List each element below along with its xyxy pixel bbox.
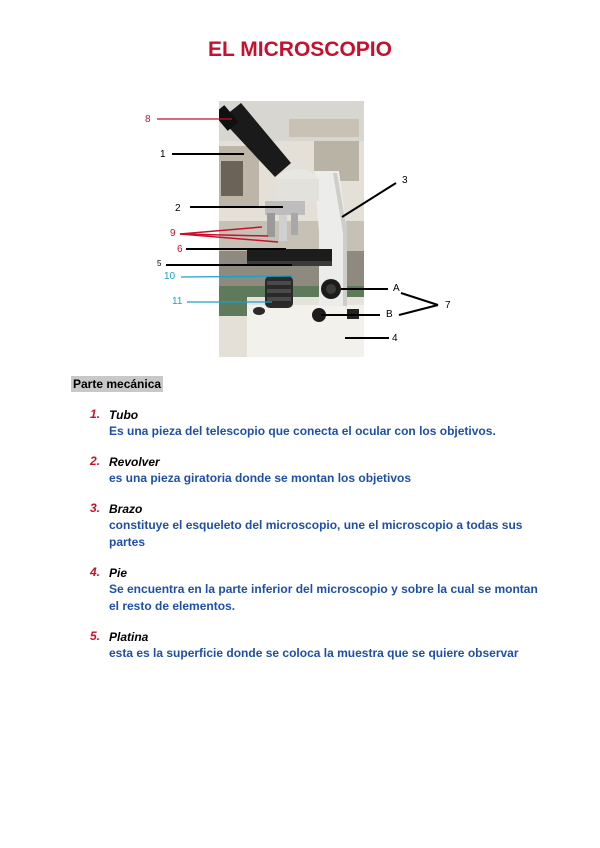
label-B: B bbox=[386, 309, 393, 320]
item-description: Se encuentra en la parte inferior del microscopio y sobre la cual se montan el resto de elementos. bbox=[109, 582, 538, 613]
item-number: 5. bbox=[90, 629, 101, 643]
label-5: 5 bbox=[157, 259, 162, 268]
item-term: Revolver bbox=[109, 455, 160, 469]
item-description: es una pieza giratoria donde se montan los objetivos bbox=[109, 471, 412, 485]
label-6: 6 bbox=[177, 244, 183, 255]
item-description: Es una pieza del telescopio que conecta el ocular con los objetivos. bbox=[109, 424, 496, 438]
callout-line-9a bbox=[180, 227, 262, 234]
item-term: Pie bbox=[109, 566, 128, 580]
list-item-platina bbox=[90, 629, 550, 662]
list-item-tubo bbox=[90, 407, 550, 440]
list-item-brazo bbox=[90, 501, 550, 551]
item-number: 2. bbox=[90, 454, 101, 468]
item-description: esta es la superficie donde se coloca la muestra que se quiere observar bbox=[109, 646, 519, 660]
item-term: Brazo bbox=[109, 502, 143, 516]
item-number: 4. bbox=[90, 565, 101, 579]
callout-line-7a bbox=[401, 293, 438, 305]
item-term: Platina bbox=[109, 630, 149, 644]
label-A: A bbox=[393, 283, 400, 294]
label-3: 3 bbox=[402, 175, 408, 186]
item-number: 1. bbox=[90, 407, 101, 421]
list-item-pie bbox=[90, 565, 550, 615]
label-7: 7 bbox=[445, 300, 451, 311]
label-9: 9 bbox=[170, 228, 176, 239]
item-description: constituye el esqueleto del microscopio, une el microscopio a todas sus partes bbox=[109, 518, 523, 549]
page-title: EL MICROSCOPIO bbox=[208, 38, 392, 61]
callout-line-7b bbox=[399, 305, 438, 315]
parts-list bbox=[90, 407, 550, 676]
label-10: 10 bbox=[164, 271, 176, 282]
label-1: 1 bbox=[160, 149, 166, 160]
item-term: Tubo bbox=[109, 408, 139, 422]
label-11: 11 bbox=[172, 296, 183, 307]
label-2: 2 bbox=[175, 203, 181, 214]
section-heading: Parte mecánica bbox=[73, 377, 162, 391]
label-8: 8 bbox=[145, 114, 151, 125]
callout-line-10 bbox=[181, 276, 293, 277]
item-number: 3. bbox=[90, 501, 101, 515]
callout-line-3 bbox=[342, 183, 396, 217]
label-4: 4 bbox=[392, 333, 398, 344]
list-item-revolver bbox=[90, 454, 550, 487]
